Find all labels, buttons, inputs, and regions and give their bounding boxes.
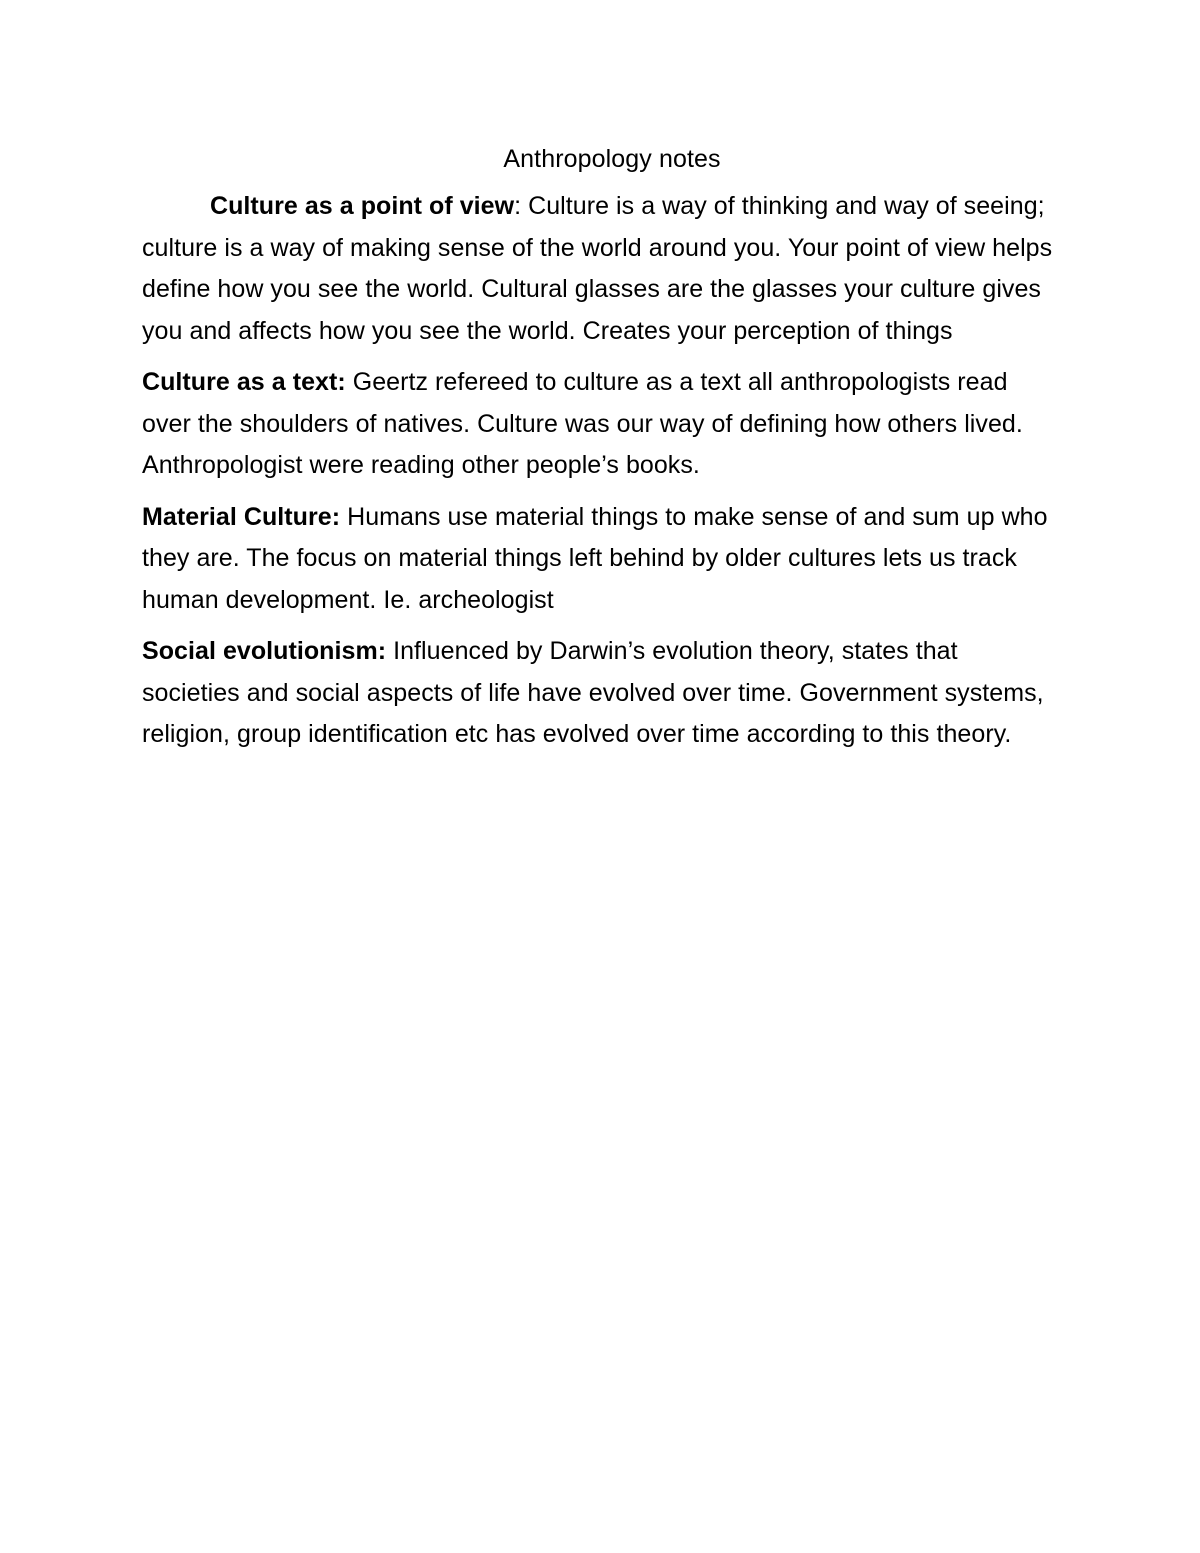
document-body	[142, 138, 1062, 766]
term-label: Culture as a point of view	[210, 192, 515, 220]
term-separator: :	[514, 192, 529, 220]
paragraph-material-culture	[142, 497, 1062, 622]
term-separator	[346, 368, 353, 396]
paragraph-text: Influenced by Darwin’s evolution theory, states that societies and social aspects of life have evolved over time. Government systems, religion, group identification etc has evolved over time according to this theory.	[142, 637, 1044, 748]
term-label: Social evolutionism:	[142, 637, 387, 665]
paragraph-culture-as-text	[142, 362, 1062, 487]
page-title: Anthropology notes	[503, 145, 721, 173]
paragraph-social-evolutionism	[142, 631, 1062, 756]
paragraph-text: Culture is a way of thinking and way of seeing; culture is a way of making sense of the world around you. Your point of view helps define how you see the world. Cultural glasses are the glasses your culture gives you and affects how you see the world. Creates your perception of things	[142, 192, 1053, 345]
term-label: Material Culture:	[142, 502, 341, 531]
paragraph-text: Humans use material things to make sense of and sum up who they are. The focus on material things left behind by older cultures lets us track human development. Ie. archeologist	[142, 502, 1048, 614]
term-label: Culture as a text:	[142, 368, 346, 396]
paragraph-culture-point-of-view	[142, 186, 1062, 352]
paragraph-text: Geertz refereed to culture as a text all anthropologists read over the shoulders of natives. Culture was our way of defining how others lived. Anthropologist were reading other people’s books.	[142, 368, 1023, 479]
